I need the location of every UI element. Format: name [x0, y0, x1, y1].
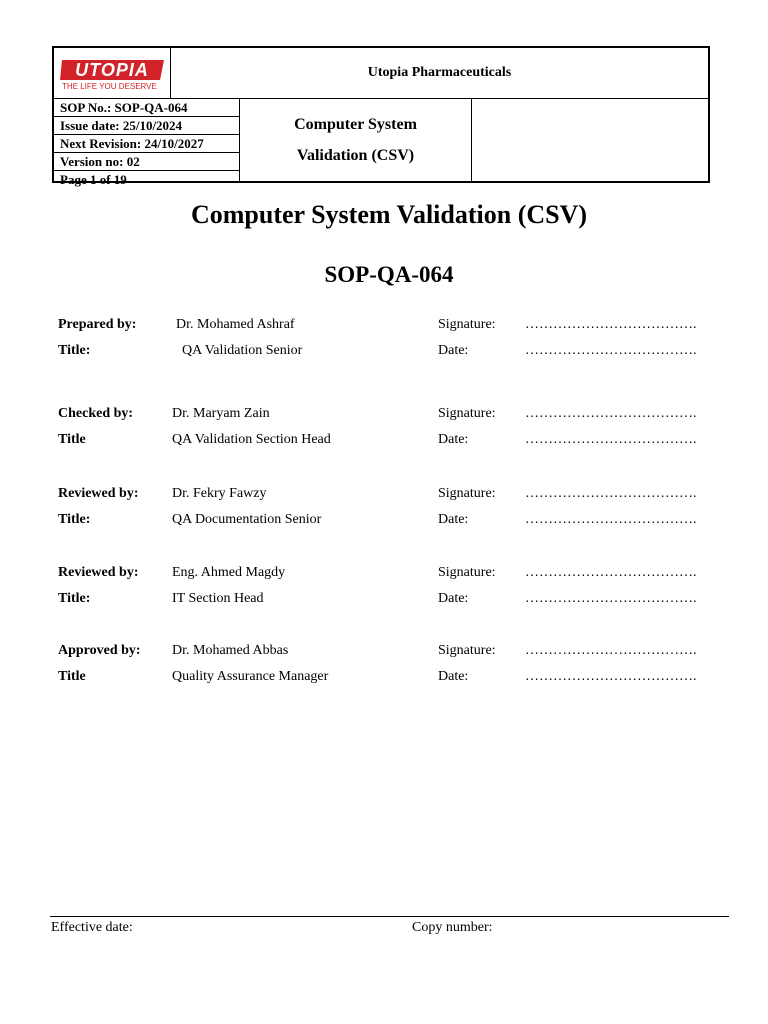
date-line: ……………………………….: [525, 343, 697, 358]
signature-row: [0, 669, 768, 689]
date-label: Date:: [438, 343, 469, 358]
sop-number: SOP No.: SOP-QA-064: [54, 99, 239, 117]
blank-cell: [472, 99, 708, 181]
row-label: Title:: [58, 343, 91, 358]
row-label: Checked by:: [58, 406, 134, 421]
sop-meta-column: [54, 99, 240, 187]
date-line: ……………………………….: [525, 512, 697, 527]
signature-row: [0, 406, 768, 426]
signature-row: [0, 432, 768, 452]
row-label: Title: [58, 432, 86, 447]
signature-label: Signature:: [438, 317, 496, 332]
signature-row: [0, 317, 768, 337]
row-label: Reviewed by:: [58, 565, 139, 580]
signature-line: ……………………………….: [525, 317, 697, 332]
row-name: Dr. Fekry Fawzy: [172, 486, 267, 501]
document-header-table: [52, 46, 710, 187]
version-number: Version no: 02: [54, 153, 239, 171]
signature-label: Signature:: [438, 486, 496, 501]
row-name: Eng. Ahmed Magdy: [172, 565, 286, 580]
signature-label: Signature:: [438, 643, 496, 658]
date-line: ……………………………….: [525, 669, 697, 684]
effective-date-label: Effective date:: [51, 920, 133, 935]
date-label: Date:: [438, 512, 469, 527]
footer-divider: [50, 916, 729, 917]
row-label: Reviewed by:: [58, 486, 139, 501]
svg-text:UTOPIA: UTOPIA: [75, 60, 149, 80]
signature-row: [0, 643, 768, 663]
date-label: Date:: [438, 669, 469, 684]
next-revision: Next Revision: 24/10/2027: [54, 135, 239, 153]
company-name: Utopia Pharmaceuticals: [171, 48, 708, 99]
date-line: ……………………………….: [525, 432, 697, 447]
signature-line: ……………………………….: [525, 486, 697, 501]
row-name: QA Validation Section Head: [172, 432, 331, 447]
document-code: SOP-QA-064: [324, 262, 454, 287]
signature-line: ……………………………….: [525, 565, 697, 580]
header-title-line-2: Validation (CSV): [296, 147, 415, 164]
row-label: Title: [58, 669, 86, 684]
svg-text:THE LIFE YOU DESERVE: THE LIFE YOU DESERVE: [62, 82, 157, 91]
logo-cell: [54, 48, 171, 99]
utopia-logo: [60, 58, 166, 92]
issue-date: Issue date: 25/10/2024: [54, 117, 239, 135]
date-line: ……………………………….: [525, 591, 697, 606]
row-name: Quality Assurance Manager: [172, 669, 329, 684]
signature-label: Signature:: [438, 565, 496, 580]
document-title: Computer System Validation (CSV): [190, 200, 588, 229]
header-title: [240, 99, 472, 181]
signature-row: [0, 512, 768, 532]
row-label: Approved by:: [58, 643, 141, 658]
date-label: Date:: [438, 432, 469, 447]
header-title-line-1: Computer System: [294, 116, 417, 133]
row-name: Dr. Maryam Zain: [172, 406, 270, 421]
row-name: QA Documentation Senior: [172, 512, 322, 527]
copy-number-label: Copy number:: [412, 920, 493, 935]
signature-line: ……………………………….: [525, 406, 697, 421]
signature-row: [0, 591, 768, 611]
signature-label: Signature:: [438, 406, 496, 421]
signature-line: ……………………………….: [525, 643, 697, 658]
row-label: Title:: [58, 512, 91, 527]
signature-row: [0, 565, 768, 585]
row-label: Title:: [58, 591, 91, 606]
row-name: QA Validation Senior: [182, 343, 303, 358]
row-name: IT Section Head: [172, 591, 264, 606]
row-label: Prepared by:: [58, 317, 137, 332]
page-number: Page 1 of 19: [60, 172, 127, 187]
row-name: Dr. Mohamed Ashraf: [176, 317, 295, 332]
signature-row: [0, 486, 768, 506]
row-name: Dr. Mohamed Abbas: [172, 643, 289, 658]
date-label: Date:: [438, 591, 469, 606]
signature-row: [0, 343, 768, 363]
